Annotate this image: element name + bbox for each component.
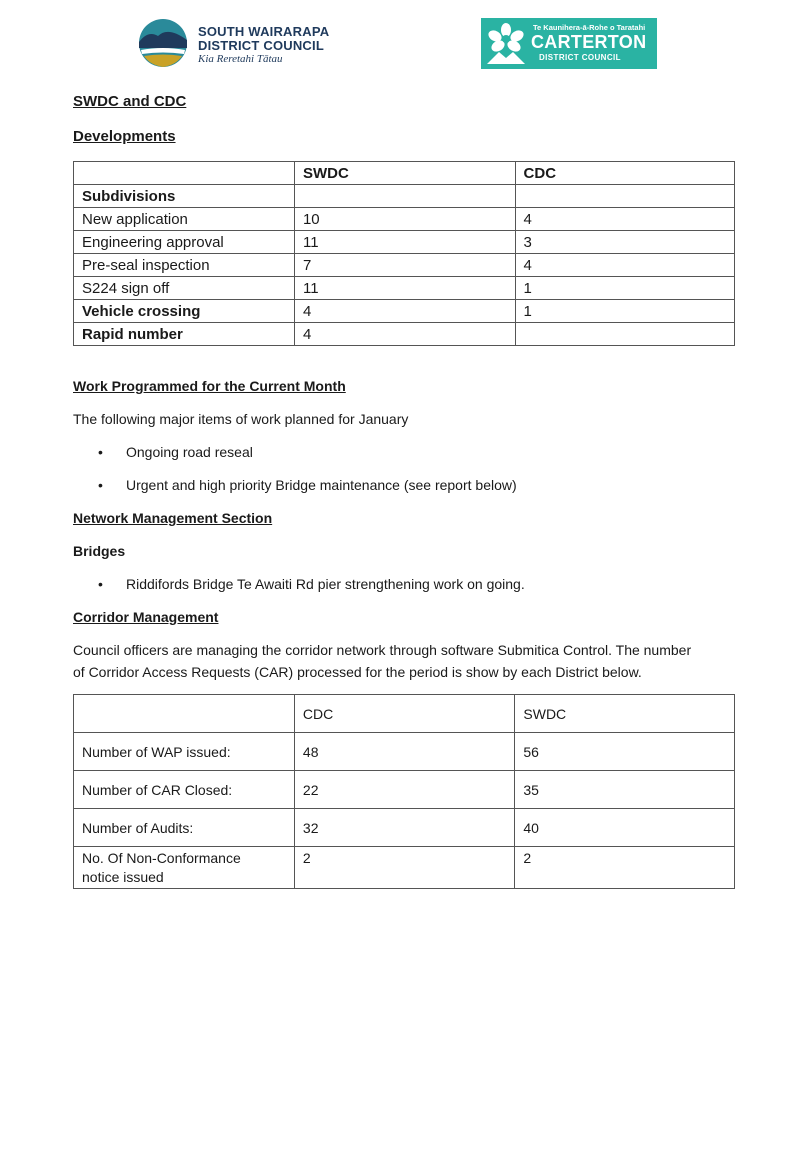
- table-cell: New application: [74, 208, 295, 231]
- table-cell: 2: [515, 847, 735, 889]
- table-cell: 48: [294, 733, 514, 771]
- table-cell: 4: [515, 208, 734, 231]
- list-item-text: Urgent and high priority Bridge maintenance (see report below): [126, 477, 517, 493]
- table-cell: [74, 847, 295, 889]
- table-cell: Vehicle crossing: [74, 300, 295, 323]
- table-row: [74, 300, 735, 323]
- table-row: [74, 771, 735, 809]
- cdc-logo-name: CARTERTON: [531, 32, 647, 52]
- table-cell: Number of WAP issued:: [74, 733, 295, 771]
- table-cell: 1: [515, 277, 734, 300]
- swdc-logo-line2: DISTRICT COUNCIL: [198, 38, 324, 53]
- table-header-row: [74, 695, 735, 733]
- table-cell: Engineering approval: [74, 231, 295, 254]
- table-cell: 4: [515, 254, 734, 277]
- heading-network-management: Network Management Section: [73, 510, 273, 526]
- table-cell: 2: [294, 847, 514, 889]
- table-cell: Pre-seal inspection: [74, 254, 295, 277]
- swdc-logo-tagline: Kia Reretahi Tātau: [198, 53, 283, 65]
- cdc-logo-tagline: Te Kaunihera-ā-Rohe o Taratahi: [533, 23, 646, 32]
- heading-corridor-management: Corridor Management: [73, 609, 219, 625]
- heading-developments: Developments: [73, 128, 176, 145]
- table-cell: Rapid number: [74, 323, 295, 346]
- swdc-emblem-icon: [138, 18, 190, 68]
- table-cell: 1: [515, 300, 734, 323]
- developments-table: [73, 161, 735, 346]
- work-intro-text: The following major items of work planned for January: [73, 411, 409, 427]
- bullet-icon: •: [98, 444, 103, 460]
- cdc-logo-sub: DISTRICT COUNCIL: [539, 53, 621, 62]
- header-cell: SWDC: [515, 695, 735, 733]
- table-cell: Subdivisions: [74, 185, 295, 208]
- heading-work-programmed: Work Programmed for the Current Month: [73, 378, 346, 394]
- table-cell: 3: [515, 231, 734, 254]
- table-row: [74, 231, 735, 254]
- list-item: [98, 576, 525, 592]
- heading-bridges: Bridges: [73, 543, 126, 559]
- heading-swdc-cdc: SWDC and CDC: [73, 93, 187, 110]
- table-cell: 22: [294, 771, 514, 809]
- table-cell: 4: [294, 300, 515, 323]
- table-cell: 7: [294, 254, 515, 277]
- table-cell: 11: [294, 277, 515, 300]
- cell-text-line1: No. Of Non-Conformance: [82, 850, 241, 866]
- corridor-paragraph-line2: of Corridor Access Requests (CAR) processed for the period is show by each District below.: [73, 664, 642, 680]
- table-row: [74, 208, 735, 231]
- table-row: [74, 185, 735, 208]
- table-header-row: [74, 162, 735, 185]
- bullet-icon: •: [98, 576, 103, 592]
- table-cell: 56: [515, 733, 735, 771]
- table-row: [74, 847, 735, 889]
- table-cell: 11: [294, 231, 515, 254]
- bullet-icon: •: [98, 477, 103, 493]
- table-row: [74, 277, 735, 300]
- table-cell: 40: [515, 809, 735, 847]
- table-row: [74, 254, 735, 277]
- list-item-text: Riddifords Bridge Te Awaiti Rd pier strengthening work on going.: [126, 576, 525, 592]
- table-cell: Number of Audits:: [74, 809, 295, 847]
- table-row: [74, 323, 735, 346]
- header-cell: [74, 162, 295, 185]
- table-cell: Number of CAR Closed:: [74, 771, 295, 809]
- cdc-flower-icon: [485, 22, 527, 65]
- header-cell: CDC: [294, 695, 514, 733]
- list-item: [98, 444, 253, 460]
- list-item: [98, 477, 517, 493]
- table-cell: [515, 185, 734, 208]
- table-cell: S224 sign off: [74, 277, 295, 300]
- cdc-logo: [481, 18, 657, 69]
- cell-text-line2: notice issued: [82, 869, 164, 885]
- table-cell: 4: [294, 323, 515, 346]
- header-cell: CDC: [515, 162, 734, 185]
- corridor-table: [73, 694, 735, 889]
- table-cell: 10: [294, 208, 515, 231]
- header-cell: SWDC: [294, 162, 515, 185]
- corridor-paragraph-line1: Council officers are managing the corridor network through software Submitica Control. The number: [73, 642, 692, 658]
- header-cell: [74, 695, 295, 733]
- table-cell: 32: [294, 809, 514, 847]
- list-item-text: Ongoing road reseal: [126, 444, 253, 460]
- table-row: [74, 733, 735, 771]
- table-cell: [515, 323, 734, 346]
- swdc-logo: [138, 18, 338, 70]
- table-cell: [294, 185, 515, 208]
- table-row: [74, 809, 735, 847]
- table-cell: 35: [515, 771, 735, 809]
- swdc-logo-line1: SOUTH WAIRARAPA: [198, 24, 330, 39]
